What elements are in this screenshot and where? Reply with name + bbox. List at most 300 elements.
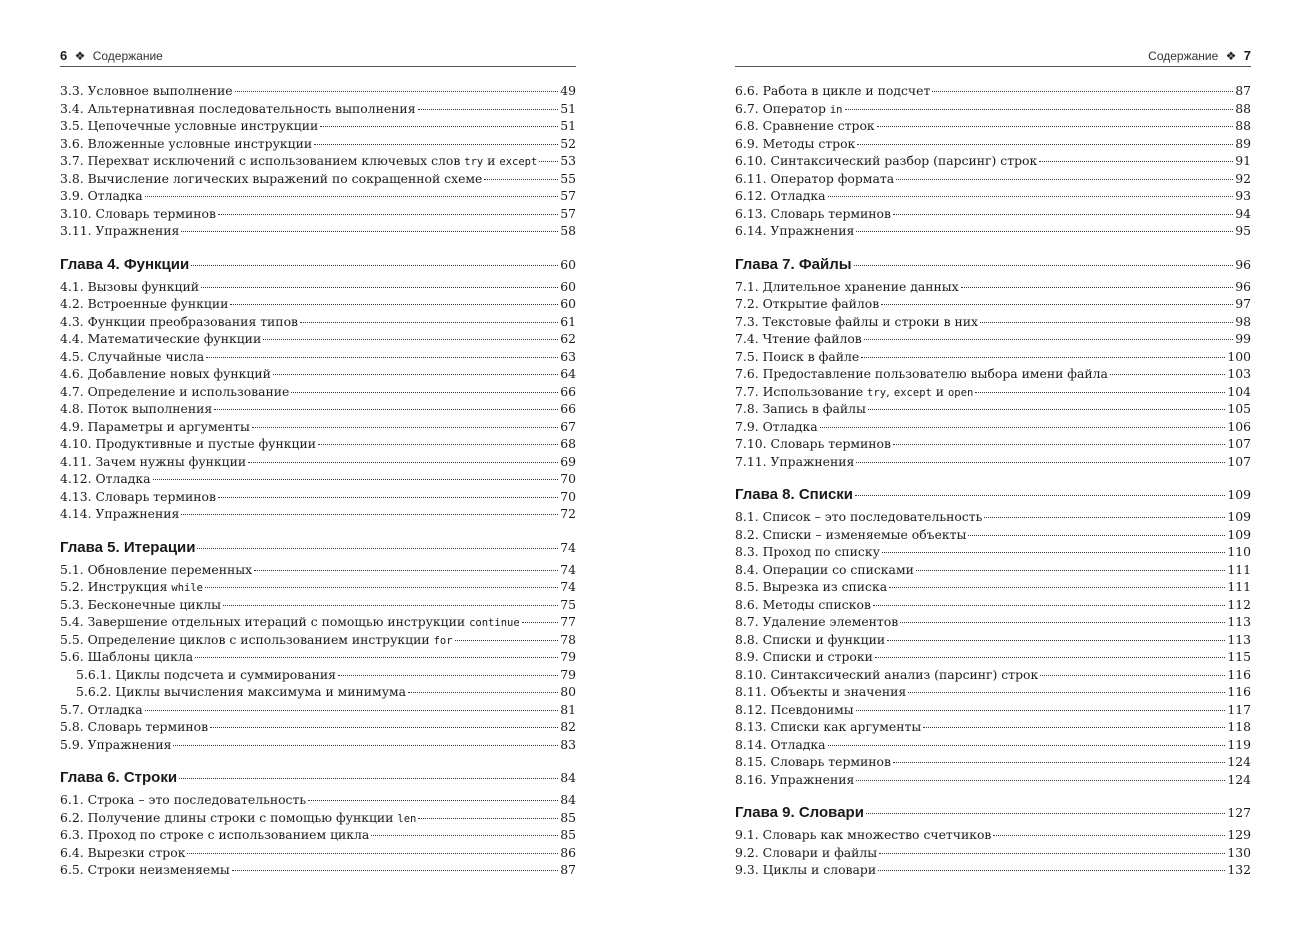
toc-entry-title [735, 117, 875, 135]
title-text: 8.15. Словарь терминов [735, 754, 891, 769]
toc-page-number: 113 [1227, 631, 1251, 647]
dot-leader [218, 214, 558, 215]
toc-entry [60, 330, 576, 348]
dot-leader [230, 304, 558, 305]
title-text: 5.9. Упражнения [60, 736, 172, 752]
toc-entry-title [60, 769, 177, 787]
toc-chapter-heading [60, 256, 576, 276]
toc-entry [735, 152, 1251, 170]
dot-leader [856, 780, 1225, 781]
toc-entry [60, 613, 576, 631]
title-text: 5.8. Словарь терминов [60, 719, 209, 734]
dot-leader [968, 535, 1225, 536]
toc-entry-title [735, 222, 854, 240]
toc-page-number: 119 [1227, 736, 1251, 752]
title-text: Глава 8. Списки [735, 486, 854, 503]
dot-leader [145, 196, 559, 197]
toc-entry-title [735, 561, 914, 579]
title-text: 6.11. Оператор формата [735, 170, 895, 186]
toc-entry [735, 701, 1251, 719]
toc-entry-title [735, 578, 887, 596]
title-text: 8.3. Проход по списку [735, 544, 880, 559]
toc-entry [60, 82, 576, 100]
toc-entry-title [735, 861, 876, 879]
title-text: 3.5. Цепочечные условные инструкции [60, 118, 319, 133]
toc-entry-title [735, 453, 854, 471]
dot-leader [539, 161, 558, 162]
toc-page-number: 100 [1227, 348, 1251, 364]
title-text: 3.8. Вычисление логических выражений по сокращенной схеме [60, 170, 483, 186]
toc-entry-title [735, 613, 898, 631]
title-text: 8.12. Псевдонимы [735, 701, 854, 717]
toc-entry-title [735, 844, 877, 862]
toc-entry-title [60, 648, 193, 666]
toc-page-number: 81 [560, 701, 576, 717]
title-text: 5.1. Обновление переменных [60, 561, 253, 577]
code-keyword: except [499, 156, 538, 168]
title-text: 3.10. Словарь терминов [60, 205, 216, 221]
toc-entry [735, 526, 1251, 544]
dot-leader [232, 870, 558, 871]
toc-entry-title [60, 222, 179, 240]
toc-entry [60, 861, 576, 879]
dot-leader [254, 570, 558, 571]
toc-entry [735, 383, 1251, 401]
title-text: 7.7. Использование [735, 383, 868, 399]
title-text: 4.9. Параметры и аргументы [60, 418, 250, 434]
toc-entry [60, 791, 576, 809]
toc-page-number: 57 [560, 205, 576, 221]
dot-leader [879, 853, 1225, 854]
toc-page-number: 92 [1235, 170, 1251, 186]
toc-entry [60, 844, 576, 862]
title-text: 3.11. Упражнения [60, 223, 180, 238]
title-text: Глава 7. Файлы [735, 255, 852, 273]
title-text: 8.6. Методы списков [735, 596, 871, 612]
toc-entry-title [735, 543, 880, 561]
toc-page-number: 117 [1227, 701, 1251, 717]
dot-leader [854, 265, 1234, 266]
dot-leader [845, 109, 1234, 110]
running-header: Содержание [1148, 49, 1219, 63]
toc-chapter-heading [60, 539, 576, 559]
title-text: 7.9. Отладка [735, 418, 818, 434]
toc-entry [735, 561, 1251, 579]
title-text: 6.10. Синтаксический разбор (парсинг) строк [735, 153, 1038, 168]
toc-entry-title [60, 701, 143, 719]
title-text: 4.2. Встроенные функции [60, 296, 229, 311]
dot-leader [263, 339, 558, 340]
toc-entry-title [60, 400, 212, 418]
title-text: 7.4. Чтение файлов [735, 331, 862, 346]
toc-page-number: 74 [560, 561, 576, 577]
toc-entry-title [76, 683, 406, 701]
toc-page-number: 88 [1235, 118, 1251, 133]
toc-entry-title [735, 596, 871, 614]
dot-leader [408, 692, 558, 693]
toc-entry [735, 82, 1251, 100]
dot-leader [1110, 374, 1225, 375]
toc-page-number: 107 [1227, 436, 1251, 451]
toc-page-number: 110 [1227, 544, 1251, 559]
toc-entry [735, 313, 1251, 331]
dot-leader [273, 374, 558, 375]
toc-entry-title [735, 435, 891, 453]
toc-chapter-heading [60, 769, 576, 789]
toc-page-number: 116 [1227, 684, 1251, 699]
table-of-contents [735, 82, 1251, 879]
dot-leader [893, 214, 1233, 215]
toc-page-number: 52 [560, 135, 576, 151]
title-text: 5.5. Определение циклов с использованием инструкции [60, 631, 434, 647]
toc-entry-title [60, 453, 246, 471]
title-text: 4.11. Зачем нужны функции [60, 453, 247, 469]
toc-chapter-heading [735, 256, 1251, 276]
toc-page-number: 129 [1227, 827, 1251, 842]
toc-entry [735, 435, 1251, 453]
code-keyword: for [433, 634, 453, 647]
toc-page-number: 67 [560, 418, 576, 434]
title-text: 7.3. Текстовые файлы и строки в них [735, 313, 979, 329]
toc-page-number: 62 [560, 331, 576, 346]
toc-entry-title [60, 100, 416, 118]
toc-page-number: 132 [1227, 862, 1251, 877]
toc-entry-title [735, 666, 1038, 684]
toc-entry [735, 578, 1251, 596]
toc-page-number: 109 [1227, 487, 1251, 502]
ornament-icon: ❖ [74, 49, 86, 63]
toc-entry-title [735, 418, 818, 436]
title-text: 7.6. Предоставление пользователю выбора имени файла [735, 366, 1108, 381]
toc-entry [60, 400, 576, 418]
title-text: 7.1. Длительное хранение данных [735, 278, 959, 294]
left-page-header [60, 46, 576, 67]
toc-entry-title [735, 313, 978, 331]
dot-leader [923, 727, 1225, 728]
title-text: 6.14. Упражнения [735, 223, 855, 238]
title-text: 8.9. Списки и строки [735, 649, 873, 664]
toc-entry [735, 648, 1251, 666]
title-text: Глава 9. Словари [735, 804, 864, 821]
dot-leader [371, 835, 558, 836]
toc-page-number: 89 [1235, 135, 1251, 151]
dot-leader [1039, 161, 1233, 162]
dot-leader [308, 800, 558, 801]
toc-entry-title [735, 330, 862, 348]
dot-leader [896, 179, 1233, 180]
toc-entry [60, 313, 576, 331]
toc-entry [60, 718, 576, 736]
dot-leader [893, 762, 1225, 763]
title-text: и [931, 383, 948, 399]
toc-entry-title [60, 505, 179, 523]
toc-entry-title [60, 295, 228, 313]
dot-leader [861, 357, 1225, 358]
title-text: 9.1. Словарь как множество счетчиков [735, 827, 992, 842]
dot-leader [338, 675, 558, 676]
table-of-contents [60, 82, 576, 879]
dot-leader [320, 126, 558, 127]
dot-leader [878, 870, 1225, 871]
dot-leader [195, 657, 558, 658]
title-text: , [886, 383, 894, 399]
code-keyword: continue [469, 617, 520, 629]
toc-page-number: 77 [560, 614, 576, 629]
toc-page-number: 70 [560, 471, 576, 486]
toc-page-number: 87 [560, 862, 576, 877]
title-text: 3.3. Условное выполнение [60, 83, 233, 98]
toc-page-number: 49 [560, 83, 576, 98]
dot-leader [173, 745, 558, 746]
toc-entry [60, 488, 576, 506]
dot-leader [145, 710, 559, 711]
dot-leader [197, 548, 558, 549]
toc-entry-title [60, 435, 316, 453]
toc-entry-title [735, 526, 966, 544]
title-text: 4.1. Вызовы функций [60, 278, 200, 294]
title-text: 3.4. Альтернативная последовательность выполнения [60, 100, 416, 116]
toc-page-number: 124 [1227, 754, 1251, 769]
title-text: 8.11. Объекты и значения [735, 684, 907, 699]
dot-leader [291, 392, 558, 393]
toc-page-number: 58 [560, 223, 576, 238]
title-text: 8.16. Упражнения [735, 771, 855, 787]
running-header: Содержание [92, 49, 163, 63]
dot-leader [181, 514, 558, 515]
toc-page-number: 75 [560, 596, 576, 612]
title-text: 5.4. Завершение отдельных итераций с помощью инструкции [60, 614, 470, 629]
toc-entry-title [735, 295, 879, 313]
title-text: 5.3. Бесконечные циклы [60, 596, 222, 612]
toc-entry-title [60, 861, 230, 879]
dot-leader [900, 622, 1225, 623]
toc-entry [60, 295, 576, 313]
toc-entry-title [735, 256, 852, 274]
dot-leader [856, 710, 1226, 711]
toc-entry [735, 100, 1251, 118]
toc-page-number: 82 [560, 719, 576, 734]
toc-entry [735, 844, 1251, 862]
toc-page-number: 53 [560, 153, 576, 168]
toc-page-number: 64 [560, 366, 576, 381]
title-text: 7.10. Словарь терминов [735, 436, 891, 451]
toc-entry [60, 348, 576, 366]
toc-page-number: 109 [1227, 526, 1251, 542]
dot-leader [857, 144, 1233, 145]
toc-entry [60, 596, 576, 614]
toc-entry [735, 400, 1251, 418]
title-text: 4.14. Упражнения [60, 506, 180, 521]
title-text: 3.6. Вложенные условные инструкции [60, 135, 313, 151]
dot-leader [820, 427, 1226, 428]
toc-page-number: 66 [560, 383, 576, 399]
ornament-icon: ❖ [1225, 49, 1237, 63]
code-keyword: except [893, 386, 932, 399]
toc-page-number: 57 [560, 188, 576, 203]
toc-entry [735, 736, 1251, 754]
title-text: 4.8. Поток выполнения [60, 401, 213, 416]
title-text: 6.5. Строки неизменяемы [60, 862, 230, 877]
code-keyword: len [397, 812, 417, 825]
dot-leader [916, 570, 1226, 571]
dot-leader [868, 409, 1226, 410]
dot-leader [984, 517, 1225, 518]
toc-entry-title [60, 278, 199, 296]
dot-leader [1040, 675, 1225, 676]
toc-entry [60, 826, 576, 844]
dot-leader [866, 813, 1225, 814]
title-text: 7.8. Запись в файлы [735, 401, 866, 416]
toc-entry-title [60, 170, 482, 188]
dot-leader [864, 339, 1233, 340]
toc-page-number: 66 [560, 401, 576, 416]
toc-page-number: 55 [560, 170, 576, 186]
title-text: 3.7. Перехват исключений с использованием ключевых слов [60, 153, 465, 168]
toc-page-number: 98 [1235, 313, 1251, 329]
dot-leader [856, 462, 1225, 463]
title-text: 6.2. Получение длины строки с помощью функции [60, 809, 398, 825]
toc-page-number: 60 [560, 296, 576, 311]
toc-entry-title [60, 330, 261, 348]
toc-entry-title [60, 187, 143, 205]
toc-entry-title [60, 117, 318, 135]
toc-page-number: 105 [1227, 401, 1251, 416]
title-text: 8.1. Список – это последовательность [735, 509, 983, 524]
toc-entry [60, 222, 576, 240]
title-text: 7.2. Открытие файлов [735, 296, 880, 311]
toc-entry [735, 365, 1251, 383]
title-text: 8.10. Синтаксический анализ (парсинг) строк [735, 666, 1039, 682]
toc-entry [735, 278, 1251, 296]
dot-leader [877, 126, 1234, 127]
toc-entry-title [60, 383, 289, 401]
code-keyword: while [171, 582, 203, 594]
title-text: 8.5. Вырезка из списка [735, 579, 888, 594]
toc-entry-title [735, 701, 854, 719]
toc-page-number: 96 [1235, 278, 1251, 294]
toc-entry-title [60, 205, 216, 223]
toc-entry [735, 543, 1251, 561]
dot-leader [855, 495, 1225, 496]
toc-entry [735, 596, 1251, 614]
toc-entry-title [60, 348, 204, 366]
toc-page-number: 60 [560, 256, 576, 272]
toc-entry-title [735, 683, 906, 701]
toc-chapter-heading [735, 804, 1251, 824]
toc-page-number: 83 [560, 736, 576, 752]
toc-entry [60, 578, 576, 596]
toc-entry [60, 453, 576, 471]
dot-leader [932, 91, 1233, 92]
toc-page-number: 103 [1227, 366, 1251, 381]
toc-entry-title [735, 187, 826, 205]
toc-entry-title [735, 135, 855, 153]
dot-leader [522, 622, 559, 623]
toc-entry-title [60, 844, 185, 862]
toc-entry-title [60, 561, 252, 579]
toc-entry-title [735, 348, 859, 366]
title-text: 6.6. Работа в цикле и подсчет [735, 83, 931, 98]
code-keyword: in [829, 103, 843, 116]
toc-page-number: 111 [1227, 561, 1251, 577]
title-text: 6.12. Отладка [735, 188, 826, 203]
toc-entry-title [76, 666, 336, 684]
dot-leader [887, 640, 1225, 641]
title-text: 8.7. Удаление элементов [735, 614, 899, 629]
dot-leader [828, 745, 1226, 746]
toc-entry [735, 205, 1251, 223]
toc-entry [60, 365, 576, 383]
title-text: 4.10. Продуктивные и пустые функции [60, 436, 316, 451]
dot-leader [223, 605, 558, 606]
toc-page-number: 104 [1227, 383, 1251, 399]
title-text: 6.1. Строка – это последовательность [60, 792, 307, 807]
title-text: 4.12. Отладка [60, 471, 151, 486]
toc-entry [60, 278, 576, 296]
dot-leader [908, 692, 1225, 693]
toc-entry [735, 753, 1251, 771]
toc-entry-title [60, 418, 250, 436]
toc-entry [60, 701, 576, 719]
title-text: 6.8. Сравнение строк [735, 118, 875, 133]
toc-entry [735, 348, 1251, 366]
toc-entry-title [735, 486, 853, 504]
dot-leader [484, 179, 558, 180]
title-text: Глава 4. Функции [60, 255, 190, 273]
code-keyword: try [867, 386, 887, 399]
title-text: 5.6.2. Циклы вычисления максимума и минимума [76, 684, 407, 699]
dot-leader [975, 392, 1225, 393]
title-text: 6.9. Методы строк [735, 135, 856, 151]
toc-page-number: 80 [560, 684, 576, 699]
page-number: 7 [1243, 48, 1251, 63]
toc-page-number: 94 [1235, 205, 1251, 221]
dot-leader [248, 462, 558, 463]
toc-entry-title [60, 736, 171, 754]
toc-page-number: 113 [1227, 614, 1251, 629]
code-keyword: try [464, 156, 484, 168]
toc-entry-title [735, 152, 1037, 170]
toc-entry [735, 666, 1251, 684]
dot-leader [318, 444, 558, 445]
title-text: 9.2. Словари и файлы [735, 844, 878, 860]
toc-entry-title [60, 826, 369, 844]
toc-entry [735, 135, 1251, 153]
dot-leader [881, 304, 1233, 305]
dot-leader [893, 444, 1225, 445]
dot-leader [179, 778, 558, 779]
toc-page-number: 99 [1235, 331, 1251, 346]
toc-entry [735, 117, 1251, 135]
toc-page-number: 86 [560, 844, 576, 860]
toc-entry-title [735, 205, 891, 223]
toc-page-number: 68 [560, 436, 576, 451]
toc-entry [60, 683, 576, 701]
dot-leader [980, 322, 1233, 323]
dot-leader [201, 287, 558, 288]
dot-leader [205, 587, 558, 588]
toc-entry-title [60, 256, 189, 274]
dot-leader [214, 409, 558, 410]
toc-entry-title [60, 488, 216, 506]
toc-entry-title [735, 82, 930, 100]
toc-page-number: 84 [560, 770, 576, 785]
toc-page-number: 106 [1227, 418, 1251, 434]
title-text: 5.6.1. Циклы подсчета и суммирования [76, 666, 336, 682]
toc-page-number: 85 [560, 827, 576, 842]
title-text: 4.5. Случайные числа [60, 348, 205, 364]
dot-leader [300, 322, 558, 323]
